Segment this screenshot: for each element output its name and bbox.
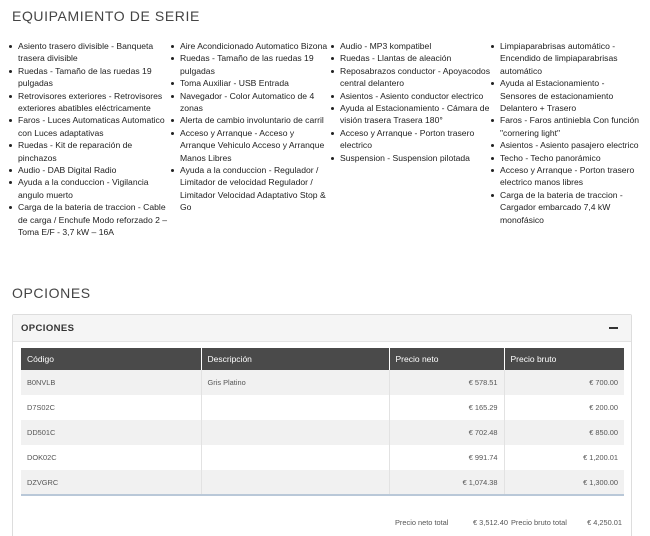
minus-icon[interactable] [607,322,621,334]
equipment-item: Faros - Faros antiniebla Con función "cornering light" [490,114,640,139]
header-gross-price[interactable]: Precio bruto [504,348,624,370]
equipment-item: Asiento trasero divisible - Banqueta trasera divisible [8,40,170,65]
table-row[interactable] [21,420,624,445]
option-gross-price-cell: € 700.00 [504,370,624,395]
equipment-item: Asientos - Asiento conductor electrico [330,90,490,102]
option-gross-price-cell: € 1,300.00 [504,470,624,495]
option-gross-price-cell: € 850.00 [504,420,624,445]
table-row[interactable] [21,370,624,395]
equipment-item: Navegador - Color Automatico de 4 zonas [170,90,330,115]
equipment-item: Suspension - Suspension pilotada [330,152,490,164]
equipment-item: Ayuda al Estacionamiento - Cámara de visión trasera Trasera 180° [330,102,490,127]
equipment-item: Acceso y Arranque - Acceso y Arranque Vehiculo Acceso y Arranque Manos Libres [170,127,330,164]
options-totals [21,513,624,535]
equipment-item: Carga de la bateria de traccion - Cargador embarcado 7,4 kW monofásico [490,189,640,226]
option-gross-price-cell: € 1,200.01 [504,445,624,470]
option-description-cell [201,470,389,495]
equipment-section-title: EQUIPAMIENTO DE SERIE [12,8,200,24]
gross-total-label: Precio bruto total [511,518,567,527]
table-row[interactable] [21,445,624,470]
equipment-item: Asientos - Asiento pasajero electrico [490,139,640,151]
equipment-item: Ayuda a la conduccion - Regulador / Limitador de velocidad Regulador / Limitador Velocidad Adaptativo Stop & Go [170,164,330,214]
equipment-item: Toma Auxiliar - USB Entrada [170,77,330,89]
equipment-item: Retrovisores exteriores - Retrovisores exteriores abatibles eléctricamente [8,90,170,115]
gross-total-value: € 4,250.01 [587,518,622,527]
header-net-price[interactable]: Precio neto [389,348,504,370]
equipment-item: Ruedas - Kit de reparación de pinchazos [8,139,170,164]
option-code-cell: B0NVLB [21,370,201,395]
options-table-header-row [21,348,624,370]
equipment-column-4 [490,40,640,239]
option-net-price-cell: € 991.74 [389,445,504,470]
option-description-cell [201,420,389,445]
equipment-item: Reposabrazos conductor - Apoyacodos central delantero [330,65,490,90]
option-net-price-cell: € 578.51 [389,370,504,395]
equipment-column-1 [8,40,170,239]
equipment-column-2 [170,40,330,239]
table-row[interactable] [21,470,624,495]
equipment-item: Audio - DAB Digital Radio [8,164,170,176]
equipment-item: Aire Acondicionado Automatico Bizona [170,40,330,52]
options-panel-header[interactable] [13,315,631,342]
net-total-label: Precio neto total [395,518,449,527]
equipment-item: Alerta de cambio involuntario de carril [170,114,330,126]
equipment-list [8,40,646,239]
option-net-price-cell: € 1,074.38 [389,470,504,495]
equipment-item: Carga de la bateria de traccion - Cable de carga / Enchufe Modo reforzado 2 – Toma E/F - 3,7 kW – 16A [8,201,170,238]
equipment-item: Limpiaparabrisas automático - Encendido de limpiaparabrisas automático [490,40,640,77]
table-row[interactable] [21,395,624,420]
options-section-title: OPCIONES [12,285,91,301]
options-panel [12,314,632,536]
option-code-cell: DD501C [21,420,201,445]
option-description-cell [201,395,389,420]
equipment-item: Acceso y Arranque - Porton trasero electrico manos libres [490,164,640,189]
header-description[interactable]: Descripción [201,348,389,370]
equipment-item: Ayuda al Estacionamiento - Sensores de estacionamiento Delantero + Trasero [490,77,640,114]
equipment-item: Ruedas - Llantas de aleación [330,52,490,64]
equipment-column-3 [330,40,490,239]
option-net-price-cell: € 702.48 [389,420,504,445]
equipment-item: Techo - Techo panorámico [490,152,640,164]
equipment-item: Acceso y Arranque - Porton trasero electrico [330,127,490,152]
header-code[interactable]: Código [21,348,201,370]
options-panel-title: OPCIONES [21,323,75,334]
equipment-item: Ruedas - Tamaño de las ruedas 19 pulgadas [170,52,330,77]
option-description-cell: Gris Platino [201,370,389,395]
option-code-cell: D7S02C [21,395,201,420]
net-total-value: € 3,512.40 [473,518,508,527]
options-table [21,348,624,496]
equipment-item: Audio - MP3 kompatibel [330,40,490,52]
option-net-price-cell: € 165.29 [389,395,504,420]
option-code-cell: DZVGRC [21,470,201,495]
option-gross-price-cell: € 200.00 [504,395,624,420]
option-description-cell [201,445,389,470]
option-code-cell: DOK02C [21,445,201,470]
equipment-item: Ruedas - Tamaño de las ruedas 19 pulgadas [8,65,170,90]
equipment-item: Faros - Luces Automaticas Automatico con Luces adaptativas [8,114,170,139]
equipment-item: Ayuda a la conduccion - Vigilancia angulo muerto [8,176,170,201]
